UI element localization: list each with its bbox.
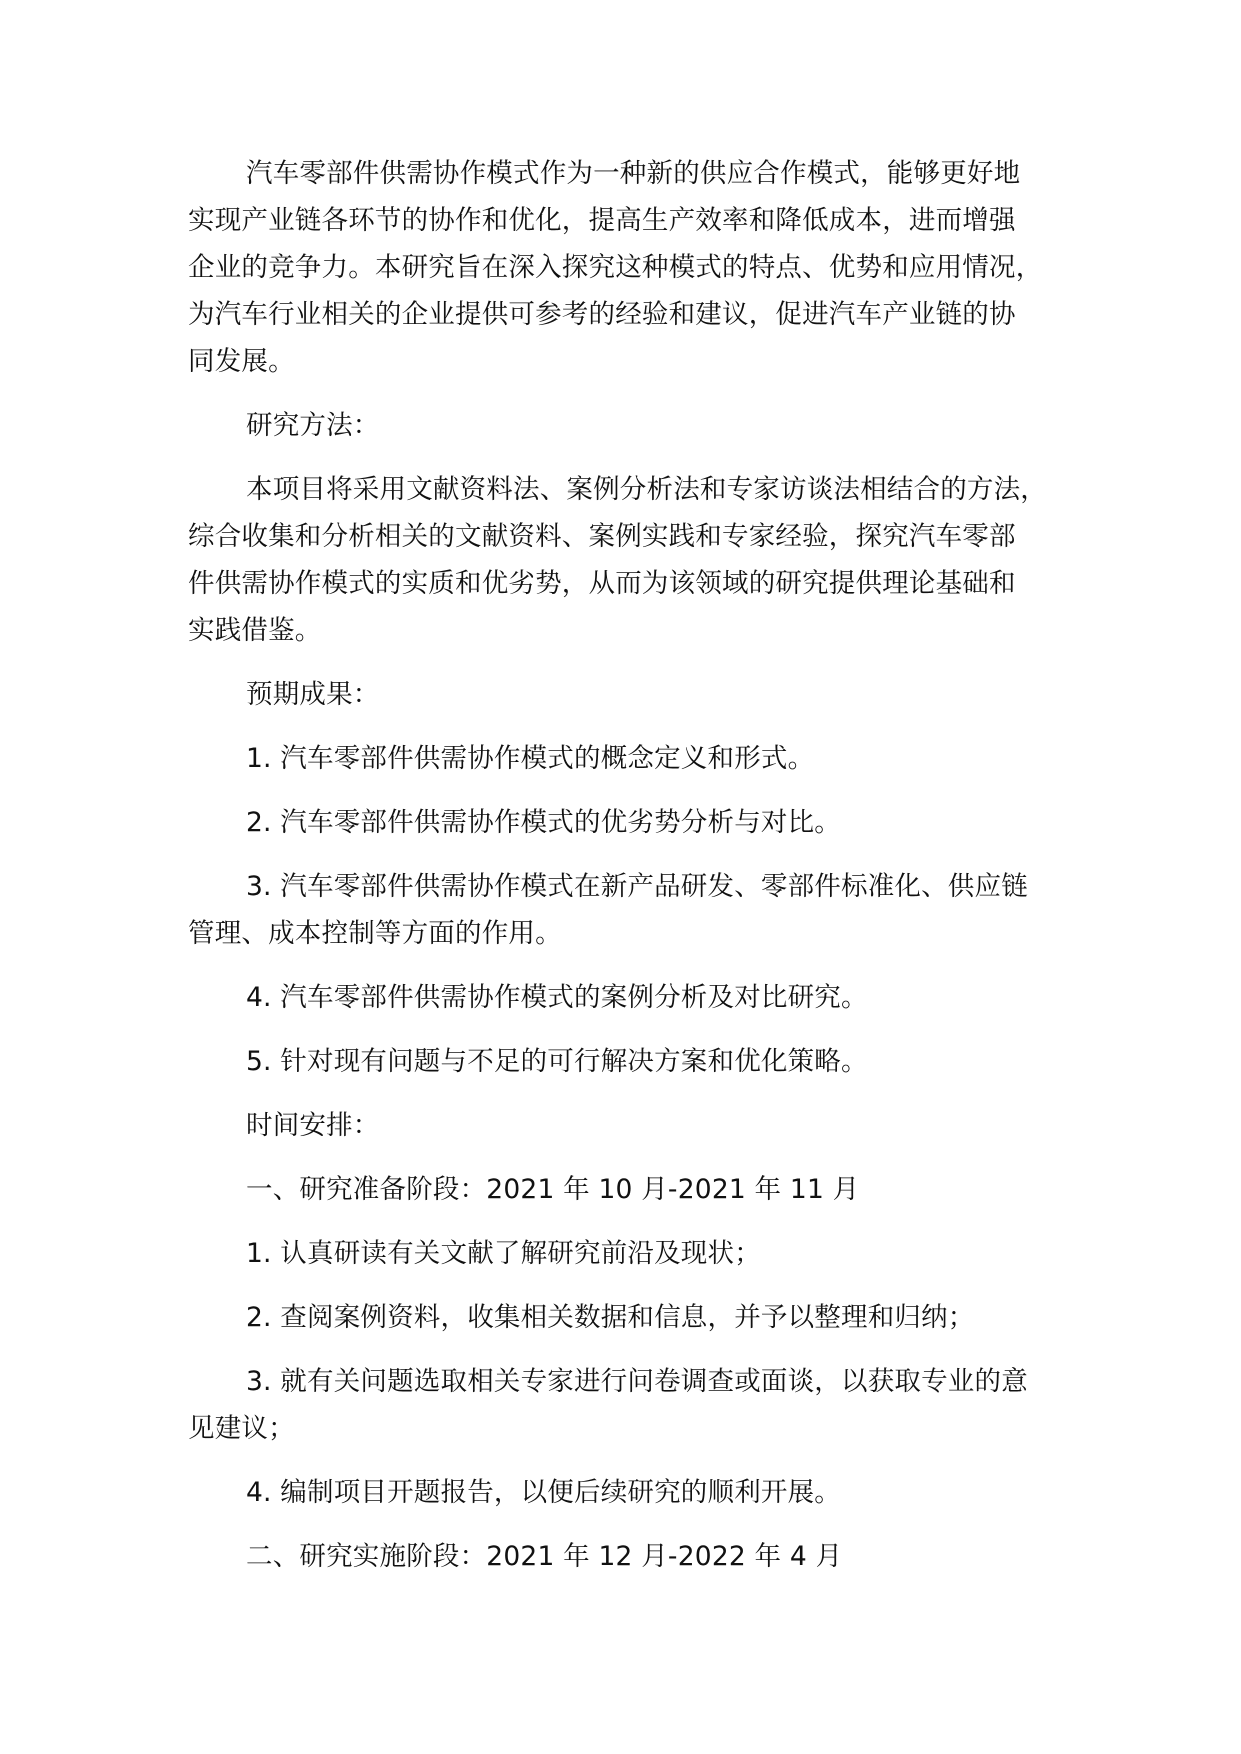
text-line: 件供需协作模式的实质和优劣势，从而为该领域的研究提供理论基础和	[188, 568, 1016, 599]
intro-paragraph	[188, 150, 1088, 385]
text-line: 实现产业链各环节的协作和优化，提高生产效率和降低成本，进而增强	[188, 205, 1016, 236]
outcome-item-1: 1. 汽车零部件供需协作模式的概念定义和形式。	[246, 743, 815, 774]
outcome-item-3	[188, 863, 1088, 957]
phase-1-heading: 一、研究准备阶段：2021 年 10 月-2021 年 11 月	[246, 1174, 860, 1205]
phase-1-item-4: 4. 编制项目开题报告，以便后续研究的顺利开展。	[246, 1477, 842, 1508]
text-line: 汽车零部件供需协作模式作为一种新的供应合作模式，能够更好地	[246, 158, 1021, 189]
document-body	[188, 150, 1088, 1597]
schedule-heading: 时间安排：	[246, 1110, 380, 1141]
phase-2-heading: 二、研究实施阶段：2021 年 12 月-2022 年 4 月	[246, 1541, 843, 1572]
outcome-item-4: 4. 汽车零部件供需协作模式的案例分析及对比研究。	[246, 982, 868, 1013]
text-line: 3. 就有关问题选取相关专家进行问卷调查或面谈，以获取专业的意	[246, 1366, 1028, 1397]
text-line: 实践借鉴。	[188, 615, 322, 646]
outcome-item-2: 2. 汽车零部件供需协作模式的优劣势分析与对比。	[246, 807, 842, 838]
phase-1-item-1: 1. 认真研读有关文献了解研究前沿及现状；	[246, 1238, 761, 1269]
text-line: 本项目将采用文献资料法、案例分析法和专家访谈法相结合的方法，	[246, 474, 1047, 505]
text-line: 企业的竞争力。本研究旨在深入探究这种模式的特点、优势和应用情况，	[188, 252, 1043, 283]
methods-paragraph	[188, 466, 1088, 654]
methods-heading: 研究方法：	[246, 410, 380, 441]
text-line: 综合收集和分析相关的文献资料、案例实践和专家经验，探究汽车零部	[188, 521, 1016, 552]
text-line: 管理、成本控制等方面的作用。	[188, 918, 562, 949]
phase-1-item-3	[188, 1358, 1088, 1452]
text-line: 见建议；	[188, 1413, 295, 1444]
outcomes-heading: 预期成果：	[246, 679, 380, 710]
outcome-item-5: 5. 针对现有问题与不足的可行解决方案和优化策略。	[246, 1046, 868, 1077]
phase-1-item-2: 2. 查阅案例资料，收集相关数据和信息，并予以整理和归纳；	[246, 1302, 975, 1333]
text-line: 同发展。	[188, 346, 295, 377]
text-line: 为汽车行业相关的企业提供可参考的经验和建议，促进汽车产业链的协	[188, 299, 1016, 330]
text-line: 3. 汽车零部件供需协作模式在新产品研发、零部件标准化、供应链	[246, 871, 1028, 902]
